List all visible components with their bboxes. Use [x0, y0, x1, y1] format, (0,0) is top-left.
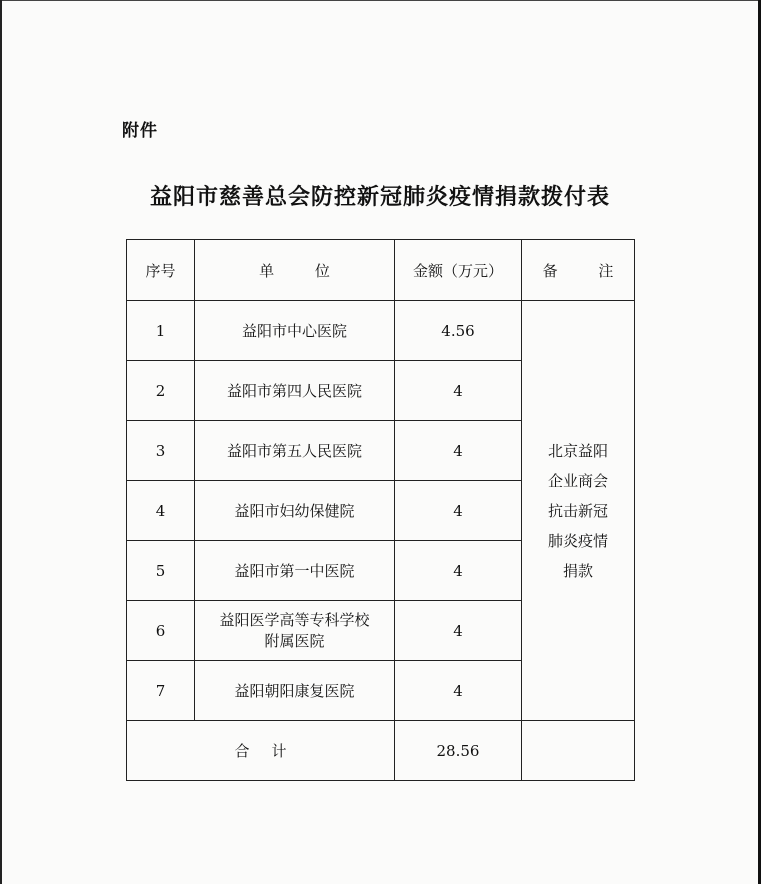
document-title: 益阳市慈善总会防控新冠肺炎疫情捐款拨付表	[149, 184, 610, 210]
row-index: 6	[127, 601, 195, 661]
remark-line: 捐款	[562, 561, 593, 580]
row-amount: 4	[395, 361, 522, 421]
row-amount: 4	[395, 481, 522, 541]
row-unit: 益阳市中心医院	[195, 301, 395, 361]
row-amount: 4	[395, 661, 522, 721]
row-index: 5	[127, 541, 195, 601]
row-unit: 益阳朝阳康复医院	[195, 661, 395, 721]
total-label: 合计	[127, 721, 395, 781]
remark-line: 抗击新冠	[547, 501, 608, 520]
row-index: 7	[127, 661, 195, 721]
header-unit: 单 位	[195, 240, 395, 301]
total-remark	[522, 721, 635, 781]
row-unit-line: 附属医院	[264, 631, 325, 650]
row-amount: 4	[395, 421, 522, 481]
header-remark: 备 注	[522, 240, 635, 301]
total-amount: 28.56	[395, 721, 522, 781]
remark-line: 北京益阳	[547, 441, 608, 460]
row-amount: 4	[395, 601, 522, 661]
row-unit: 益阳市第一中医院	[195, 541, 395, 601]
donation-table	[126, 239, 635, 781]
table-header-row	[127, 240, 635, 301]
row-amount: 4	[395, 541, 522, 601]
row-unit-line: 益阳医学高等专科学校	[219, 610, 370, 629]
remark-cell	[522, 301, 635, 721]
row-unit: 益阳市第五人民医院	[195, 421, 395, 481]
total-row	[127, 721, 635, 781]
remark-line: 企业商会	[547, 471, 608, 490]
table-row	[127, 301, 635, 361]
header-index: 序号	[127, 240, 195, 301]
row-index: 3	[127, 421, 195, 481]
row-index: 1	[127, 301, 195, 361]
row-unit: 益阳市第四人民医院	[195, 361, 395, 421]
row-amount: 4.56	[395, 301, 522, 361]
row-unit	[195, 601, 395, 661]
page-edge-top	[0, 0, 761, 1]
row-unit: 益阳市妇幼保健院	[195, 481, 395, 541]
remark-line: 肺炎疫情	[547, 531, 608, 550]
attachment-label: 附件	[122, 121, 158, 141]
row-index: 4	[127, 481, 195, 541]
row-index: 2	[127, 361, 195, 421]
header-amount: 金额（万元）	[395, 240, 522, 301]
page-edge-left	[0, 0, 2, 884]
